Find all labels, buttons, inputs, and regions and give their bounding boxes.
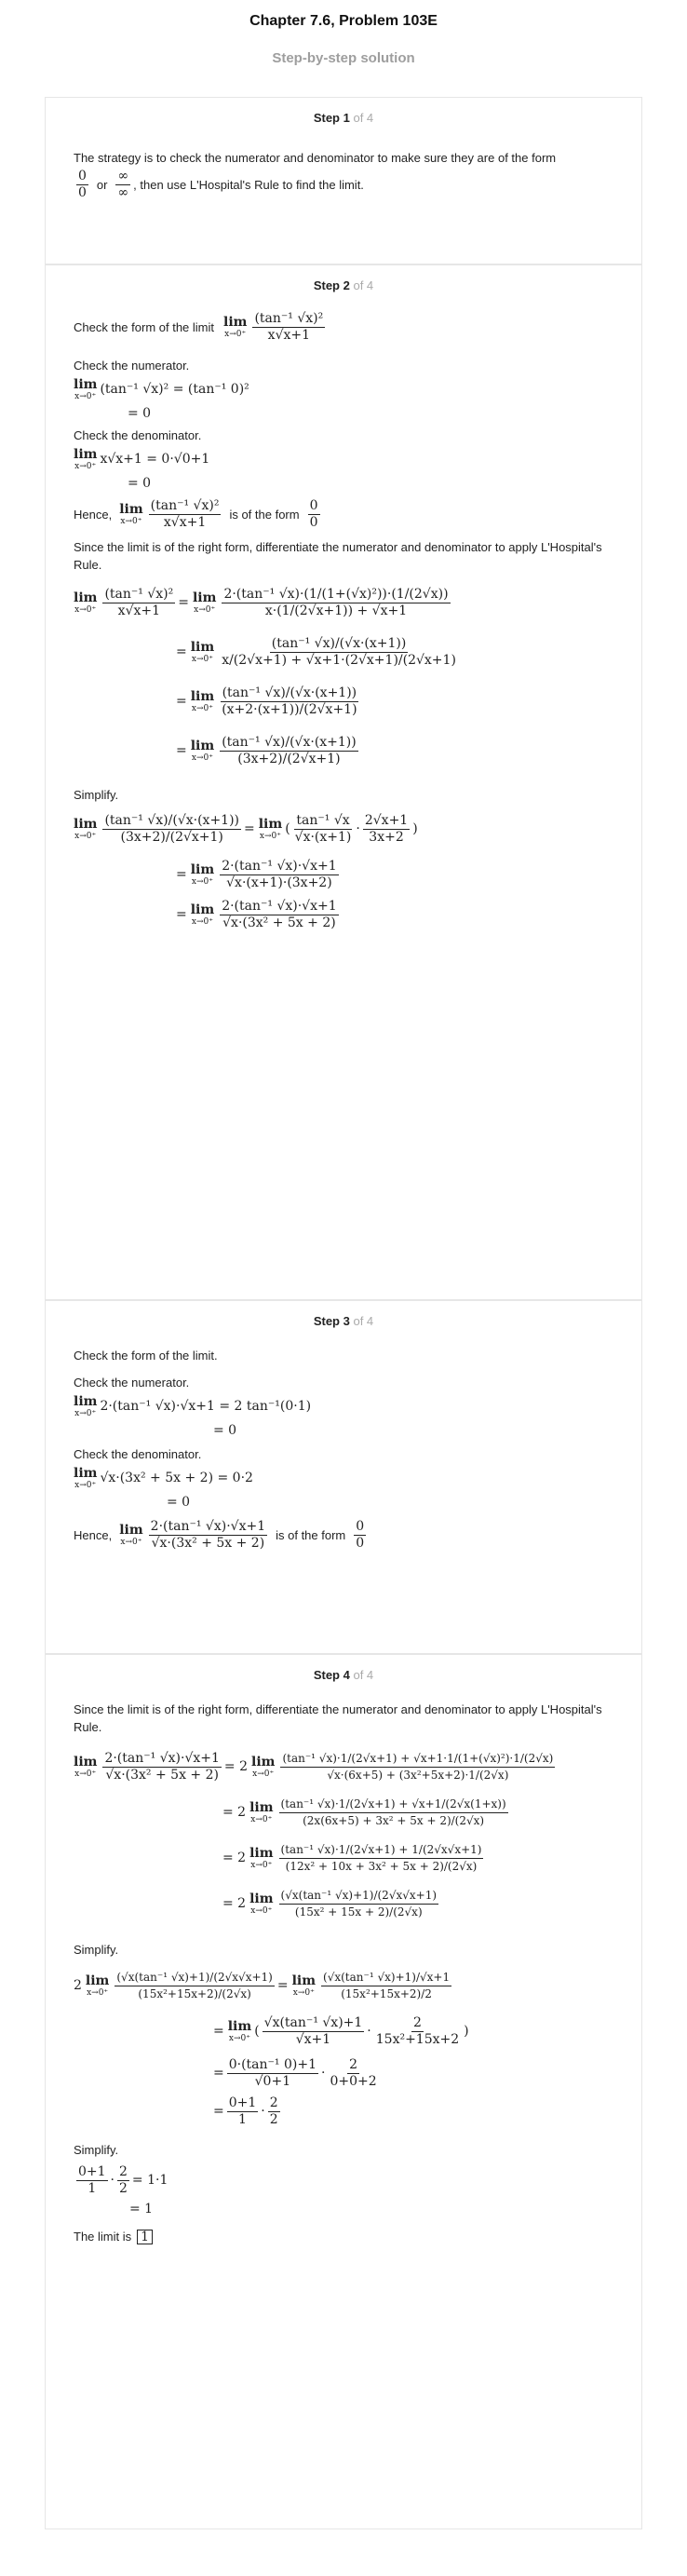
- numerator-eval: lim x→0⁺ (tan⁻¹ √x)² = (tan⁻¹ 0)²: [74, 377, 249, 401]
- lhospital-text: Since the limit is of the right form, differentiate the numerator and denominator to apply L'Hospital's Rule.: [74, 540, 602, 572]
- inf-over-inf: $\frac{\infty}{\infty}$: [117, 169, 129, 200]
- simplify-step: = lim x→0⁺ ( $\frac{\text{√x(tan⁻¹ √x)+1}}{√x+1}$ · $\frac{2}{\text{15x²+15x+2}}$ ): [213, 2015, 469, 2047]
- step-3-heading: [46, 1301, 641, 1328]
- limit-expression: $\frac{\text{(tan⁻¹ √x)²}}{x√x+1}$: [150, 498, 220, 530]
- zero-over-zero: $\frac{0}{0}$: [309, 498, 318, 530]
- step-4-card: [45, 1654, 642, 2529]
- derivative-step: lim x→0⁺ $\frac{\text{2·(tan⁻¹ √x)·√x+1}}{\text{√x·(3x² + 5x + 2)}}$ = 2 lim x→0⁺ $\frac{\text{(tan⁻¹ √x)·1/(2√x+1) + √x+1·1/(1+(√x)²)·1/(2√x)}}{\text{√x·(6x+5) + (3x²+5x+2)·1/(2√x)}}$: [74, 1751, 554, 1783]
- simplify-step: = lim x→0⁺ $\frac{\text{2·(tan⁻¹ √x)·√x+1}}{√x\cdot(x+1)\cdot(3x+2)}$: [176, 859, 337, 890]
- simplify-step: = lim x→0⁺ $\frac{\text{2·(tan⁻¹ √x)·√x+1}}{\text{√x·(3x² + 5x + 2)}}$: [176, 899, 337, 930]
- derivative-step: = 2 lim x→0⁺ $\frac{\text{(tan⁻¹ √x)·1/(2√x+1) + 1/(2√x√x+1)}}{\text{(12x² + 10x + 3x² + 5x + 2)/(2√x)}}$: [222, 1843, 482, 1873]
- check-numerator-text: Check the numerator.: [74, 1376, 190, 1390]
- zero-over-zero: $\frac{0}{0}$: [78, 169, 87, 200]
- page-title: Chapter 7.6, Problem 103E: [249, 13, 438, 29]
- is-form-text: is of the form: [276, 1528, 346, 1542]
- check-denominator-text: Check the denominator.: [74, 1447, 202, 1461]
- check-form-text: Check the form of the limit: [74, 320, 214, 334]
- limit-symbol: lim x→0⁺: [119, 1523, 143, 1547]
- limit-symbol: lim x→0⁺: [119, 502, 143, 526]
- derivative-step: = lim x→0⁺ $\frac{\text{(tan⁻¹ √x)/(√x·(x+1))}}{(x+2\cdot(x+1))/(2√x+1)}$: [176, 685, 357, 717]
- limit-expression: $\frac{\text{(tan⁻¹ √x)²}}{x√x+1}$: [254, 311, 324, 343]
- step-4-heading: [46, 1655, 641, 1682]
- step-2-card: [45, 264, 642, 1300]
- simplify-step: lim x→0⁺ $\frac{\text{(tan⁻¹ √x)/(√x·(x+1))}}{(3x+2)/(2√x+1)}$ = lim x→0⁺ ( $\frac{\text{tan⁻¹ √x}}{√x\cdot(x+1)}$ · $\frac{2√x+1}{3x+2}$ ): [74, 813, 418, 845]
- final-answer-text: The limit is: [74, 2230, 132, 2244]
- step-1-label: Step 1: [313, 111, 350, 125]
- simplify-step: = $\frac{\text{0·(tan⁻¹ 0)+1}}{√0+1}$ · $\frac{2}{0+0+2}$: [213, 2057, 377, 2089]
- check-numerator-text: Check the numerator.: [74, 359, 190, 373]
- step-1-heading: [46, 98, 641, 125]
- hence-text: Hence,: [74, 1528, 113, 1542]
- simplify-text: Simplify.: [74, 2143, 119, 2157]
- simplify-step: = $\frac{0+1}{1}$ · $\frac{2}{2}$: [213, 2095, 278, 2127]
- simplify-text: Simplify.: [74, 788, 119, 802]
- derivative-step: lim x→0⁺ $\frac{\text{(tan⁻¹ √x)²}}{x√x+1}$ = lim x→0⁺ $\frac{\text{2·(tan⁻¹ √x)·(1/(1+(√x)²))·(1/(2√x))}}{x\cdot(1/(2√x+1)) + √x+1}$: [74, 587, 449, 618]
- page-subtitle: Step-by-step solution: [272, 50, 415, 66]
- step-2-label: Step 2: [313, 278, 350, 292]
- step-1-card: [45, 97, 642, 264]
- simplify-result: = 1: [129, 2202, 154, 2217]
- limit-expression: $\frac{\text{2·(tan⁻¹ √x)·√x+1}}{\text{√x·(3x² + 5x + 2)}}$: [150, 1519, 266, 1551]
- zero-over-zero: $\frac{0}{0}$: [356, 1519, 365, 1551]
- denominator-eval: lim x→0⁺ √x·(3x² + 5x + 2) = 0·2: [74, 1466, 253, 1490]
- simplify-step: 2 lim x→0⁺ $\frac{\text{(√x(tan⁻¹ √x)+1)/(2√x√x+1)}}{\text{(15x²+15x+2)/(2√x)}}$ = lim x→0⁺ $\frac{\text{(√x(tan⁻¹ √x)+1)/√x+1}}{\text{(15x²+15x+2)/2}}$: [74, 1971, 451, 2000]
- denominator-eval: lim x→0⁺ x√x+1 = 0·√0+1: [74, 447, 210, 471]
- final-answer-box: 1: [137, 2230, 153, 2244]
- step-4-of: of 4: [353, 1668, 374, 1682]
- step-1-strategy-text: The strategy is to check the numerator and denominator to make sure they are of the form: [74, 151, 557, 165]
- or-text: or: [96, 178, 108, 192]
- step-1-of: of 4: [353, 111, 374, 125]
- denominator-result: = 0: [128, 476, 152, 491]
- lhospital-text: Since the limit is of the right form, differentiate the numerator and denominator to apply L'Hospital's Rule.: [74, 1702, 602, 1734]
- derivative-step: = lim x→0⁺ $\frac{\text{(tan⁻¹ √x)/(√x·(x+1))}}{x/(2√x+1) + √x+1\cdot(2√x+1)/(2√x+1)}$: [176, 636, 456, 668]
- numerator-result: = 0: [213, 1423, 237, 1438]
- hence-text: Hence,: [74, 508, 113, 522]
- step-3-card: [45, 1300, 642, 1654]
- denominator-result: = 0: [167, 1495, 191, 1510]
- step-3-of: of 4: [353, 1314, 374, 1328]
- step-3-label: Step 3: [313, 1314, 350, 1328]
- numerator-eval: lim x→0⁺ 2·(tan⁻¹ √x)·√x+1 = 2 tan⁻¹(0·1): [74, 1394, 312, 1418]
- check-form-text: Check the form of the limit.: [74, 1349, 218, 1363]
- simplify-step: $\frac{0+1}{1}$ · $\frac{2}{2}$ = 1·1: [78, 2164, 168, 2196]
- derivative-step: = 2 lim x→0⁺ $\frac{\text{(√x(tan⁻¹ √x)+1)/(2√x√x+1)}}{\text{(15x² + 15x + 2)/(2√x)}}$: [222, 1889, 438, 1918]
- check-denominator-text: Check the denominator.: [74, 428, 202, 442]
- simplify-text: Simplify.: [74, 1943, 119, 1957]
- step-2-heading: [46, 265, 641, 292]
- derivative-step: = lim x→0⁺ $\frac{\text{(tan⁻¹ √x)/(√x·(x+1))}}{(3x+2)/(2√x+1)}$: [176, 735, 357, 766]
- step-4-label: Step 4: [313, 1668, 350, 1682]
- derivative-step: = 2 lim x→0⁺ $\frac{\text{(tan⁻¹ √x)·1/(2√x+1) + √x+1/(2√x(1+x))}}{\text{(2x(6x+5) + 3x² + 5x + 2)/(2√x)}}$: [222, 1797, 506, 1827]
- step-1-strategy-tail: , then use L'Hospital's Rule to find the limit.: [133, 178, 364, 192]
- step-2-of: of 4: [353, 278, 374, 292]
- limit-symbol: lim x→0⁺: [223, 315, 248, 339]
- numerator-result: = 0: [128, 406, 152, 421]
- is-form-text: is of the form: [229, 508, 300, 522]
